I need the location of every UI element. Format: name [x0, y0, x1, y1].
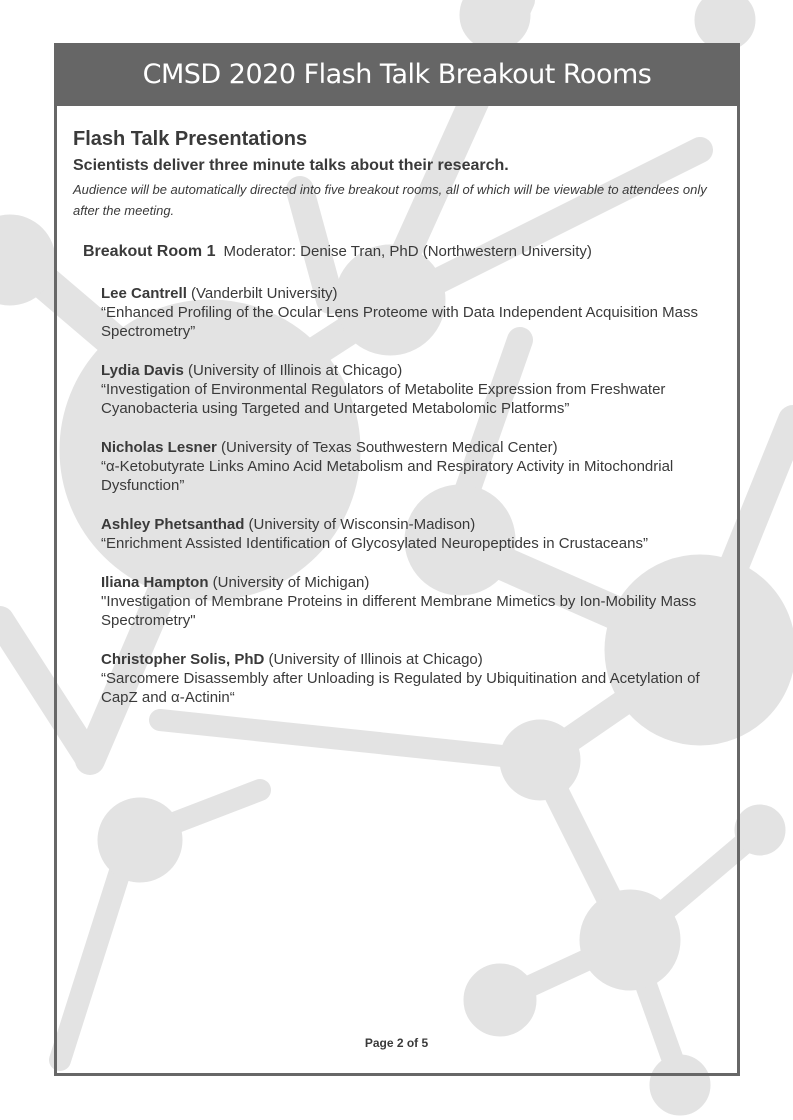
moderator-line: Moderator: Denise Tran, PhD (Northwestern University) — [223, 243, 592, 260]
speaker-affiliation: (University of Michigan) — [208, 574, 370, 591]
speaker-affiliation: (Vanderbilt University) — [186, 285, 338, 302]
speaker-name: Ashley Phetsanthad — [101, 516, 245, 533]
breakout-room-header — [83, 243, 723, 261]
section-subheading: Scientists deliver three minute talks about their research. — [73, 157, 509, 174]
speaker-affiliation: (University of Texas Southwestern Medical Center) — [216, 439, 558, 456]
talk-title: "Investigation of Membrane Proteins in different Membrane Mimetics by Ion-Mobility Mass Spectrometry" — [101, 593, 697, 629]
talk-item — [101, 515, 723, 553]
page-number: Page 2 of 5 — [364, 1036, 429, 1050]
talk-item — [101, 650, 723, 707]
talk-title: “Sarcomere Disassembly after Unloading is Regulated by Ubiquitination and Acetylation of CapZ and α-Actinin“ — [101, 670, 700, 706]
talk-item — [101, 573, 723, 630]
talk-title: “Enhanced Profiling of the Ocular Lens Proteome with Data Independent Acquisition Mass Spectrometry” — [101, 304, 699, 340]
talk-title: “α-Ketobutyrate Links Amino Acid Metabolism and Respiratory Activity in Mitochondrial Dysfunction” — [101, 458, 674, 494]
talk-item — [101, 438, 723, 495]
talk-item — [101, 284, 723, 341]
talk-list — [101, 284, 723, 707]
speaker-name: Lee Cantrell — [101, 285, 187, 302]
section-heading: Flash Talk Presentations — [73, 128, 308, 150]
talk-item — [101, 361, 723, 418]
talk-title: “Investigation of Environmental Regulators of Metabolite Expression from Freshwater Cyanobacteria using Targeted and Untargeted Metabolomic Platforms” — [101, 381, 666, 417]
speaker-name: Nicholas Lesner — [101, 439, 217, 456]
title-banner — [54, 43, 740, 106]
breakout-room-label: Breakout Room 1 — [83, 243, 216, 260]
speaker-name: Lydia Davis — [101, 362, 184, 379]
speaker-name: Iliana Hampton — [101, 574, 209, 591]
speaker-affiliation: (University of Illinois at Chicago) — [183, 362, 403, 379]
talk-title: “Enrichment Assisted Identification of Glycosylated Neuropeptides in Crustaceans” — [101, 535, 648, 552]
main-content — [73, 128, 723, 727]
speaker-name: Christopher Solis, PhD — [101, 651, 265, 668]
audience-note: Audience will be automatically directed into five breakout rooms, all of which will be viewable to attendees only after the meeting. — [73, 182, 707, 218]
page-title: CMSD 2020 Flash Talk Breakout Rooms — [142, 59, 652, 90]
speaker-affiliation: (University of Wisconsin-Madison) — [244, 516, 476, 533]
speaker-affiliation: (University of Illinois at Chicago) — [264, 651, 483, 668]
